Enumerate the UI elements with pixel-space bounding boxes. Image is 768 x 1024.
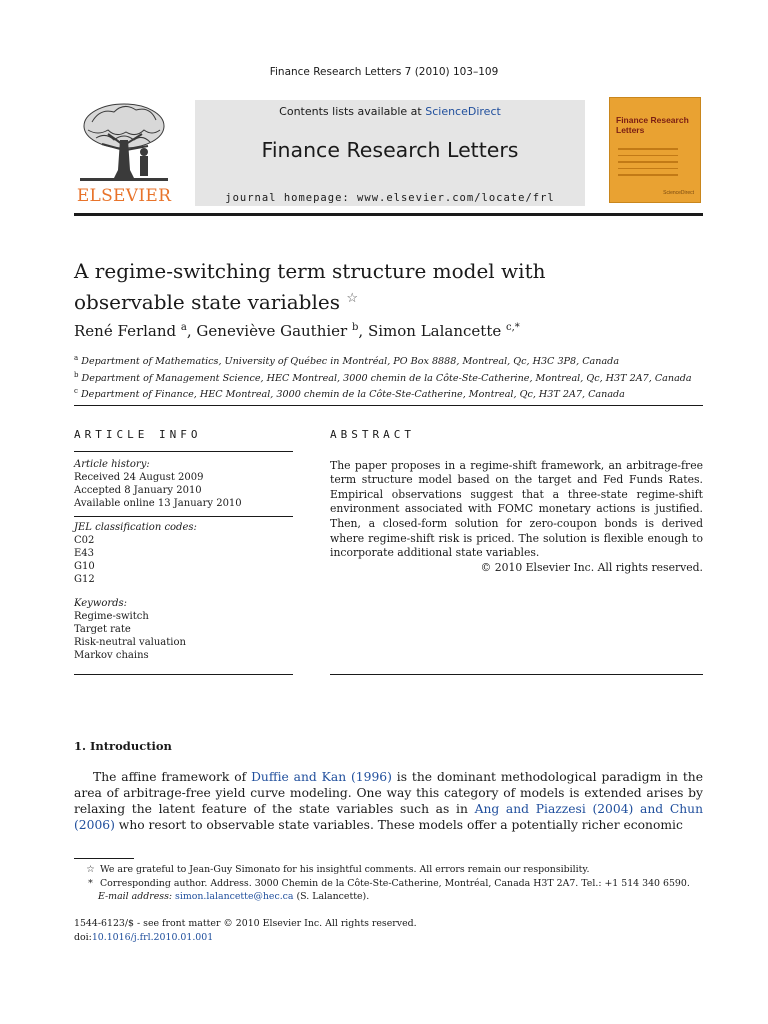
header-divider [74,405,703,406]
email-link[interactable]: simon.lalancette@hec.ca [175,891,294,903]
jel-code: G12 [74,574,95,585]
doi-link[interactable]: 10.1016/j.frl.2010.01.001 [91,932,214,943]
history-item: Available online 13 January 2010 [74,498,242,509]
citation-link[interactable]: Ang and Piazzesi (2004) and Chun (2006) [74,802,703,832]
keyword: Risk-neutral valuation [74,637,186,648]
introduction-paragraph [74,769,703,833]
info-divider [74,451,293,452]
affiliation-item [74,352,703,369]
keywords [74,597,293,662]
author-separator: , [358,322,368,340]
author-name[interactable]: Geneviève Gauthier [196,322,348,340]
masthead-rule [74,213,703,216]
email-label: E-mail address: [98,891,176,903]
article-info-heading: ARTICLE INFO [74,428,202,441]
elsevier-tree-icon [78,100,170,182]
sciencedirect-link[interactable]: ScienceDirect [425,105,501,118]
section-heading-introduction: 1. Introduction [74,739,172,753]
jel-code: G10 [74,561,95,572]
footnote-star-icon: ☆ [86,864,95,875]
issn-line: 1544-6123/$ - see front matter © 2010 Elsevier Inc. All rights reserved. [74,918,417,929]
footnotes [74,863,703,904]
contents-line [195,105,585,118]
journal-banner [195,100,585,206]
journal-name: Finance Research Letters [261,138,519,162]
publication-info [74,917,417,945]
keywords-label: Keywords: [74,598,128,609]
footnote-asterisk: * [88,877,93,889]
footnote-corresponding [74,877,703,891]
elsevier-logo[interactable] [74,100,174,208]
author-name[interactable]: Simon Lalancette [367,322,502,340]
doi-line [74,931,417,945]
title-footnote-star-icon[interactable]: ☆ [346,291,358,306]
footnote-rule [74,858,134,859]
abstract-copyright: © 2010 Elsevier Inc. All rights reserved. [480,560,703,574]
cover-publisher: ScienceDirect [663,190,694,196]
affiliation-item [74,369,703,386]
journal-homepage [195,192,585,204]
affiliation-mark: a [74,354,79,362]
citation-link[interactable]: Duffie and Kan (1996) [251,770,392,784]
title-line-2-text: observable state variables [74,290,340,314]
journal-masthead [74,95,703,217]
publisher-name: ELSEVIER [76,186,172,206]
intro-text: is the dominant methodological paradigm in the area of arbitrage-free yield curve modeling. One way this category of models is extended arises by relaxing the latent feature of the state variables such as in [74,770,703,816]
abstract [330,428,703,575]
title-line-1: A regime-switching term structure model with [74,259,546,283]
affiliation-item [74,385,703,402]
affiliation-text: Department of Finance, HEC Montreal, 3000 chemin de la Côte-Ste-Catherine, Montreal, Qc, H3T 2A7, Canada [80,389,625,401]
history-item: Received 24 August 2009 [74,472,204,483]
author-affil-mark[interactable]: b [352,322,359,333]
keyword: Markov chains [74,650,149,661]
intro-text: The affine framework of [93,770,252,784]
email-suffix: (S. Lalancette). [293,891,370,903]
abstract-heading: ABSTRACT [330,428,415,441]
jel-code: C02 [74,535,95,546]
footnote-email [74,890,703,904]
jel-codes [74,521,293,586]
running-head: Finance Research Letters 7 (2010) 103–109 [269,66,499,78]
journal-cover-thumbnail[interactable] [609,97,701,203]
info-divider [74,516,293,517]
footnote-text: We are grateful to Jean-Guy Simonato for his insightful comments. All errors remain our responsibility. [99,864,590,875]
abstract-text: The paper proposes in a regime-shift framework, an arbitrage-free term structure model based on the target and Fed Funds Rates. Empirical observations suggest that a three-state regime-shift environment associated with FOMC monetary actions is justified. Then, a closed-form solution for zero-coupon bonds is derived where regime-shift risk is priced. The solution is flexible enough to incorporate additional state variables. [330,458,703,560]
jel-code: E43 [74,548,95,559]
affiliation-text: Department of Management Science, HEC Montreal, 3000 chemin de la Côte-Ste-Catherine, Montreal, Qc, H3T 2A7, Canada [81,372,692,384]
author-affil-mark[interactable]: a [180,322,187,333]
article-info [74,428,293,662]
homepage-prefix: journal homepage: [225,192,358,204]
info-bottom-rule [74,674,293,675]
jel-label: JEL classification codes: [74,522,197,533]
history-label: Article history: [74,459,150,470]
history-item: Accepted 8 January 2010 [74,485,202,496]
keyword: Target rate [74,624,131,635]
affiliation-mark: b [74,370,79,379]
article-history [74,458,293,510]
article-title [74,258,703,316]
intro-text: who resort to observable state variables. These models offer a potentially richer economic [114,818,683,832]
contents-prefix: Contents lists available at [279,105,426,118]
affiliation-text: Department of Mathematics, University of Québec in Montréal, PO Box 8888, Montreal, Qc, H3C 3P8, Canada [81,356,620,368]
author-list [74,322,520,340]
title-line-2 [74,285,703,316]
footnote-text: Corresponding author. Address. 3000 Chemin de la Côte-Ste-Catherine, Montréal, Canada H3T 2A7. Tel.: +1 514 340 6590. [99,877,690,889]
author-affil-mark[interactable]: c,* [506,322,520,333]
affiliation-mark: c [74,387,78,396]
homepage-url-link[interactable]: www.elsevier.com/locate/frl [357,192,555,204]
author-name[interactable]: René Ferland [74,322,177,340]
abstract-bottom-rule [330,674,703,675]
keyword: Regime-switch [74,611,149,622]
cover-title: Finance Research Letters [616,115,689,135]
cover-decoration [618,148,678,181]
footnote-acknowledgement [74,863,703,877]
affiliations [74,352,703,402]
author-separator: , [186,322,197,340]
doi-prefix: doi: [74,932,92,943]
